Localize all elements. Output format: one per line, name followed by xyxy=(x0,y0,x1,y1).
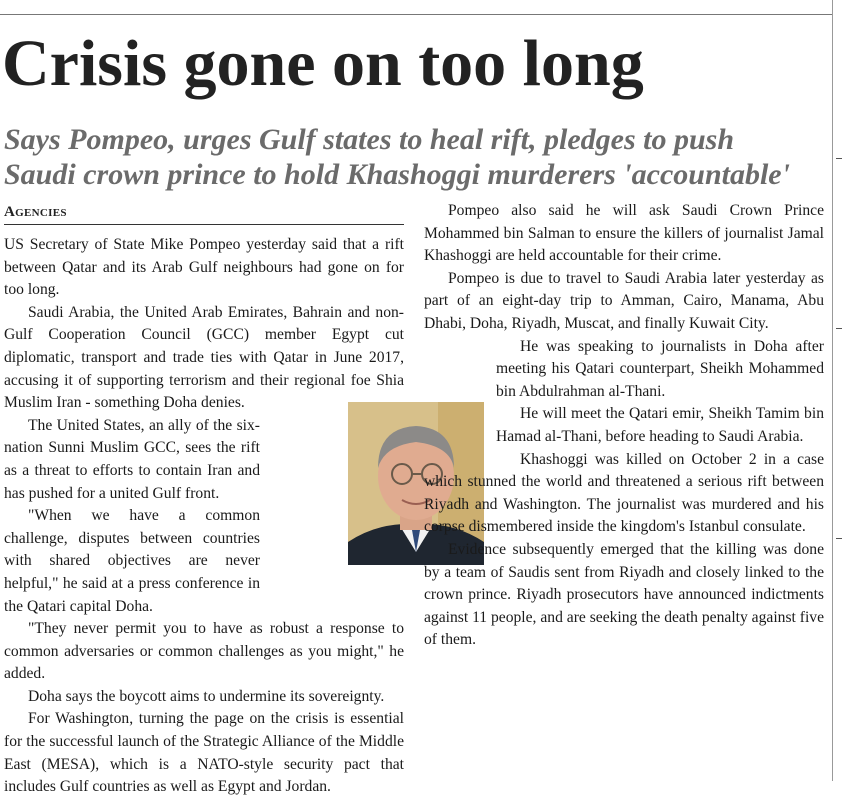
byline: Agencies xyxy=(4,204,67,220)
paragraph: US Secretary of State Mike Pompeo yesterday said that a rift between Qatar and its Arab Gulf neighbours had gone on for too long. xyxy=(4,236,404,299)
edge-tick-mark xyxy=(836,158,842,159)
article-column-2 xyxy=(424,200,824,652)
byline-rule xyxy=(4,224,404,225)
headline: Crisis gone on too long xyxy=(2,27,644,100)
edge-tick-mark xyxy=(836,328,842,329)
subheadline-line-1: Says Pompeo, urges Gulf states to heal rift, pledges to push xyxy=(4,123,735,156)
paragraph: For Washington, turning the page on the crisis is essential for the successful launch of the Strategic Alliance of the Middle East (MESA), which is a NATO-style security pact that includes Gulf countries as well as Egypt and Jordan. xyxy=(4,710,404,796)
paragraph: "When we have a common challenge, disputes between countries with shared objectives are never helpful," he said at a press conference in the Qatari capital Doha. xyxy=(4,507,260,615)
paragraph: "They never permit you to have as robust a response to common adversaries or common challenges as you might," he added. xyxy=(4,620,404,683)
paragraph: Doha says the boycott aims to undermine its sovereignty. xyxy=(28,687,385,705)
paragraph: Evidence subsequently emerged that the killing was done by a team of Saudis sent from Riyadh and closely linked to the crown prince. Riyadh prosecutors have announced indictments against 11 people, and are seeking the death penalty against five of them. xyxy=(424,540,824,649)
paragraph: He will meet the Qatari emir, Sheikh Tamim bin Hamad al-Thani, before heading to Saudi Arabia. xyxy=(496,405,824,445)
paragraph: Pompeo also said he will ask Saudi Crown Prince Mohammed bin Salman to ensure the killers of journalist Jamal Khashoggi are held accountable for their crime. xyxy=(424,202,824,265)
paragraph: Pompeo is due to travel to Saudi Arabia later yesterday as part of an eight-day trip to Amman, Cairo, Manama, Abu Dhabi, Doha, Riyadh, Muscat, and finally Kuwait City. xyxy=(424,269,824,332)
article-column-1 xyxy=(4,234,404,799)
subheadline-line-2: Saudi crown prince to hold Khashoggi murderers 'accountable' xyxy=(4,158,790,191)
paragraph: Saudi Arabia, the United Arab Emirates, Bahrain and non-Gulf Cooperation Council (GCC) member Egypt cut diplomatic, transport and trade ties with Qatar in June 2017, accusing it of supporting terrorism and their regional foe Shia Muslim Iran - something Doha denies. xyxy=(4,303,404,412)
edge-tick-mark xyxy=(836,538,842,539)
paragraph: He was speaking to journalists in Doha after meeting his Qatari counterpart, Sheikh Mohammed bin Abdulrahman al-Thani. xyxy=(496,337,824,400)
paragraph: The United States, an ally of the six-nation Sunni Muslim GCC, sees the rift as a threat to efforts to contain Iran and has pushed for a united Gulf front. xyxy=(4,416,260,502)
photo-wrap-region xyxy=(496,336,824,449)
paragraph: Khashoggi was killed on October 2 in a case which stunned the world and threatened a serious rift between Riyadh and Washington. The journalist was murdered and his corpse dismembered inside the kingdom's Istanbul consulate. xyxy=(424,450,824,536)
subheadline xyxy=(4,122,830,192)
column-divider-rule xyxy=(832,0,833,781)
top-rule xyxy=(0,14,832,15)
